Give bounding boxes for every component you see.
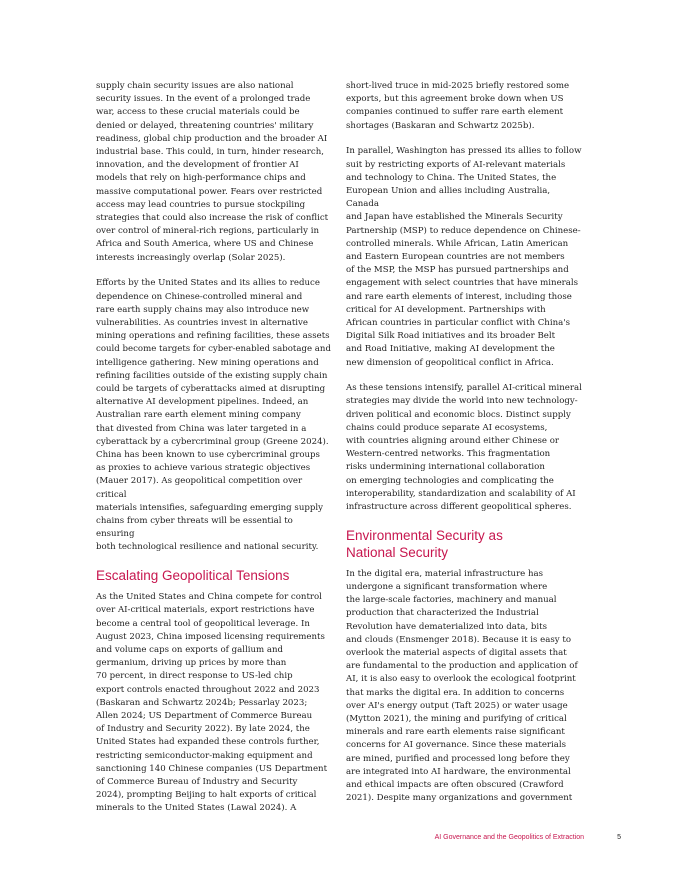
body-paragraph: As these tensions intensify, parallel AI-critical mineral strategies may divide the world into new technology- driven political and economic blocs. Distinct supply chains could produce separate AI ecosystems, with countries aligning around either Chinese or Western-centred networks. This fragmentation risks undermining international collaboration on emerging technologies and complicating the interoperability, standardization and scalability of AI infrastructure across different geopolitical spheres. (346, 383, 582, 513)
body-paragraph: short-lived truce in mid-2025 briefly restored some exports, but this agreement broke down when US companies continued to suffer rare earth element shortages (Baskaran and Schwartz 2025b). (346, 81, 570, 131)
body-paragraph: In parallel, Washington has pressed its allies to follow suit by restricting exports of AI-relevant materials and technology to China. The United States, the European Union and allies including Australia, Canada and Japan have established the Minerals Security Partnership (MSP) to reduce dependence on Chinese- controlled minerals. While African, Latin American and Eastern European countries are not members of the MSP, the MSP has pursued partnerships and engagement with select countries that have minerals and rare earth elements of interest, including those critical for AI development. Partnerships with African countries in particular conflict with China's Digital Silk Road initiatives and its broader Belt and Road Initiative, making AI development the new dimension of geopolitical conflict in Africa. (346, 146, 582, 368)
body-paragraph: Efforts by the United States and its allies to reduce dependence on Chinese-controlled mineral and rare earth supply chains may also introduce new vulnerabilities. As countries invest in alternative mining operations and refining facilities, these assets could become targets for cyber-enabled sabotage and intelligence gathering. New mining operations and refining facilities outside of the existing supply chain could be targets of cyberattacks aimed at disrupting alternative AI development pipelines. Indeed, an Australian rare earth element mining company that divested from China was later targeted in a cyberattack by a cybercriminal group (Greene 2024). China has been known to use cybercriminal groups as proxies to achieve various strategic objectives (Mauer 2017). As geopolitical competition over critical materials intensifies, safeguarding emerging supply chains from cyber threats will be essential to ensuring both technological resilience and national security. (96, 278, 331, 553)
body-paragraph: supply chain security issues are also national security issues. In the event of a prolonged trade war, access to these crucial materials could be denied or delayed, threatening countries' military readiness, global chip production and the broader AI industrial base. This could, in turn, hinder research, innovation, and the development of frontier AI models that rely on high-performance chips and massive computational power. Fears over restricted access may lead countries to pursue stockpiling strategies that could also increase the risk of conflict over control of mineral-rich regions, particularly in Africa and South America, where US and Chinese interests increasingly overlap (Solar 2025). (96, 81, 329, 263)
section-heading-geopolitical-tensions: Escalating Geopolitical Tensions (96, 568, 290, 584)
page-footer (0, 832, 680, 844)
page-number: 5 (617, 834, 621, 841)
body-paragraph: In the digital era, material infrastructure has undergone a significant transformation where the large-scale factories, machinery and manual production that characterized the Industrial Revolution have dematerialized into data, bits and clouds (Ensmenger 2018). Because it is easy to overlook the material aspects of digital assets that are fundamental to the production and application of AI, it is also easy to overlook the ecological footprint that marks the digital era. In addition to concerns over AI's energy output (Taft 2025) or water usage (Mytton 2021), the mining and purifying of critical minerals and rare earth elements raise significant concerns for AI governance. Since these materials are mined, purified and processed long before they are integrated into AI hardware, the environmental and ethical impacts are often obscured (Crawford 2021). Despite many organizations and government (346, 568, 578, 804)
left-column (96, 80, 334, 828)
body-paragraph: As the United States and China compete for control over AI-critical materials, export restrictions have become a central tool of geopolitical leverage. In August 2023, China imposed licensing requirements and volume caps on exports of gallium and germanium, driving up prices by more than 70 percent, in direct response to US-led chip export controls enacted throughout 2022 and 2023 (Baskaran and Schwartz 2024b; Pessarlay 2023; Allen 2024; US Department of Commerce Bureau of Industry and Security 2022). By late 2024, the United States had expanded these controls further, restricting semiconductor-making equipment and sanctioning 140 Chinese companies (US Department of Commerce Bureau of Industry and Security 2024), prompting Beijing to halt exports of critical minerals to the United States (Lawal 2024). A (96, 592, 328, 814)
right-column (346, 80, 584, 818)
footer-title: AI Governance and the Geopolitics of Extraction (434, 834, 584, 841)
section-heading-environmental-security: Environmental Security as National Security (346, 527, 503, 560)
